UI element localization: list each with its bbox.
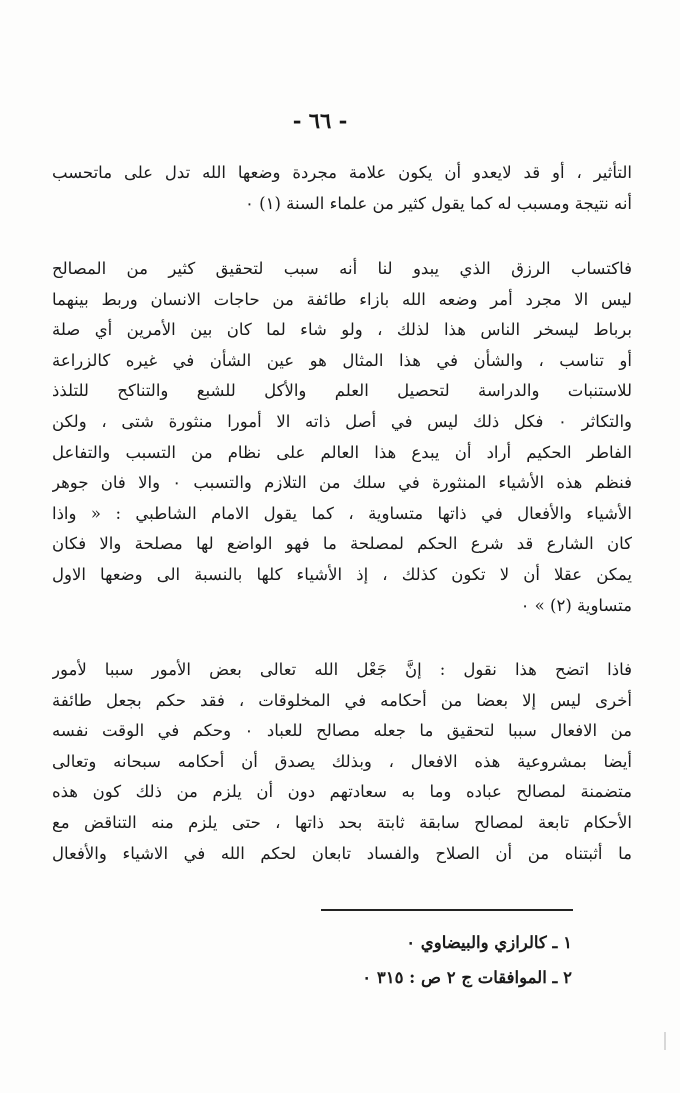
text-line: فاكتساب الرزق الذي يبدو لنا أنه سبب لتحقيق كثير من المصالح	[52, 259, 632, 278]
text-line: ما أثبتناه من أن الصلاح والفساد تابعان لحكم الله في الاشياء والأفعال	[52, 843, 632, 863]
footnote-1: ١ ـ كالرازي والبيضاوي ٠	[406, 933, 572, 952]
text-line: يمكن عقلا أن لا تكون كذلك ، إذ الأشياء كلها بالنسبة الى وضعها الاول	[52, 564, 632, 584]
text-line: برباط ليسخر الناس هذا لذلك ، ولو شاء لما كان بين الأمرين أي صلة	[52, 320, 632, 340]
text-line: كان الشارع قد شرع الحكم لمصلحة ما فهو الواضع لها مصلحة والا فكان	[52, 534, 632, 554]
paragraph-1	[52, 158, 632, 219]
text-line: الأشياء والأفعال في ذاتها متساوية ، كما يقول الامام الشاطبي : « واذا	[52, 503, 632, 523]
text-line: أنه نتيجة ومسبب له كما يقول كثير من علماء السنة (١) ٠	[245, 193, 632, 213]
scan-mark	[664, 1032, 666, 1050]
text-line: متضمنة لمصالح عباده وما به سعادتهم دون أن يلزم من ذلك كون هذه	[52, 782, 632, 802]
text-line: فنظم هذه الأشياء المنثورة في سلك من التلازم والتسبب ٠ والا فان جوهر	[52, 473, 632, 493]
text-line: فاذا اتضح هذا نقول : إنَّ جَعْل الله تعالى بعض الأمور سببا لأمور	[52, 660, 632, 679]
page-number: - ٦٦ -	[292, 108, 348, 133]
text-line: للاستنبات والدراسة لتحصيل العلم والأكل للشبع والتناكح للتلذذ	[52, 381, 632, 401]
paragraph-2	[52, 254, 632, 621]
text-line: ليس الا مجرد أمر وضعه الله بازاء طائفة من حاجات الانسان وربط بينهما	[52, 289, 632, 309]
text-line: أو تناسب ، والشأن في هذا المثال هو عين الشأن في غيره كالزراعة	[52, 350, 632, 370]
text-line: أخرى ليس إلا بعضا من أحكامه في المخلوقات ، فقد حكم بجعل طائفة	[52, 690, 632, 710]
text-line: الفاطر الحكيم أراد أن يبدع هذا العالم على نظام من التسبب والتفاعل	[52, 442, 632, 462]
text-line: والتكاثر ٠ فكل ذلك ليس في أصل ذاته الا أمورا منثورة شتى ، ولكن	[52, 411, 632, 431]
paragraph-3	[52, 655, 632, 869]
footnote-divider	[321, 909, 573, 911]
text-line: التأثير ، أو قد لايعدو أن يكون علامة مجردة وضعها الله تدل على ماتحسب	[52, 163, 632, 182]
text-line: من الافعال سببا لتحقيق ما جعله مصالح للعباد ٠ وحكم في الوقت نفسه	[52, 721, 632, 741]
footnote-2: ٢ ـ الموافقات ج ٢ ص : ٣١٥ ٠	[362, 968, 572, 987]
text-line: الأحكام تابعة لمصالح سابقة ثابتة بحد ذاتها ، حتى يلزم منه التناقض مع	[52, 812, 632, 832]
text-line: متساوية (٢) » ٠	[520, 595, 632, 615]
text-line: أيضا بمشروعية هذه الافعال ، وبذلك يصدق أن أحكامه سبحانه وتعالى	[52, 751, 632, 771]
